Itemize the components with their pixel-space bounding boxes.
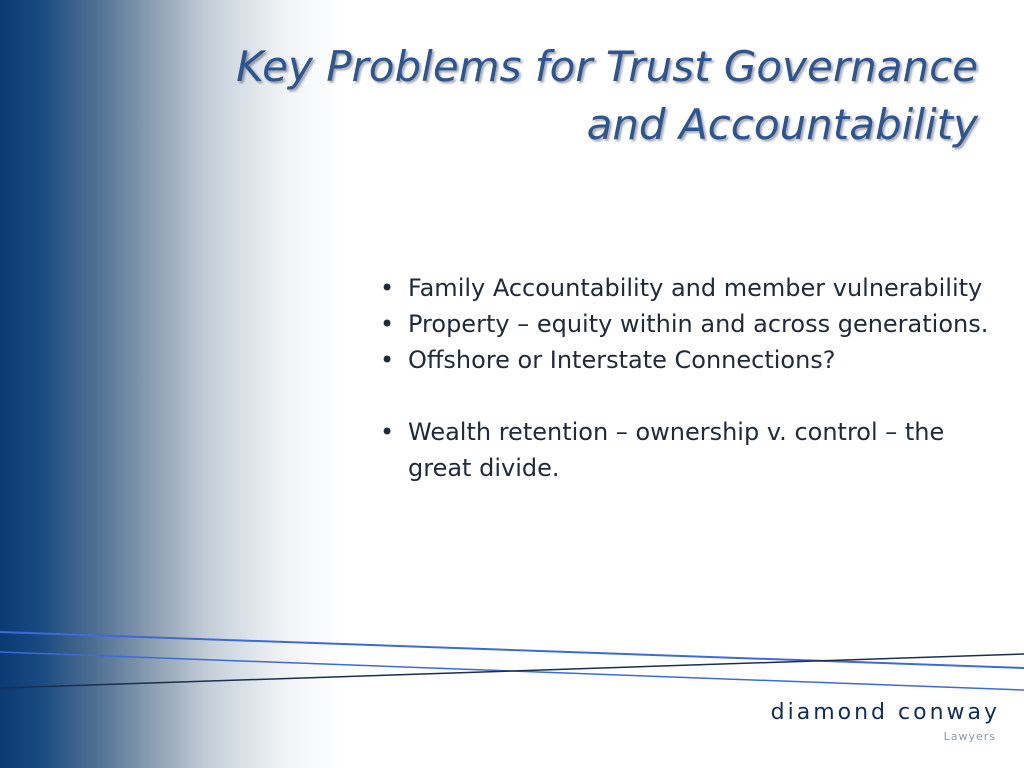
slide-title — [218, 38, 978, 154]
bullet-item — [380, 306, 990, 342]
bullet-text: Property – equity within and across generations. — [408, 310, 989, 338]
bullet-text: Family Accountability and member vulnerability — [408, 274, 983, 302]
slide-title-line-2: and Accountability — [586, 100, 978, 149]
bullet-item — [380, 270, 990, 306]
bullet-text: Wealth retention – ownership v. control – the great divide. — [408, 418, 945, 482]
logo-name: diamond conway — [770, 700, 1000, 725]
bullet-dot-icon: • — [380, 310, 395, 338]
company-logo — [704, 700, 1000, 746]
bullet-list — [380, 270, 990, 486]
decorative-line-dark — [0, 654, 1024, 688]
bullet-dot-icon: • — [380, 418, 395, 446]
bullet-text: Offshore or Interstate Connections? — [408, 346, 836, 374]
bullet-dot-icon: • — [380, 346, 395, 374]
bullet-item — [380, 414, 990, 486]
decorative-line-blue-1 — [0, 632, 1024, 668]
logo-subtitle: Lawyers — [943, 730, 996, 743]
slide-title-line-1: Key Problems for Trust Governance — [236, 42, 978, 91]
bullet-item — [380, 342, 990, 378]
bullet-dot-icon: • — [380, 274, 395, 302]
